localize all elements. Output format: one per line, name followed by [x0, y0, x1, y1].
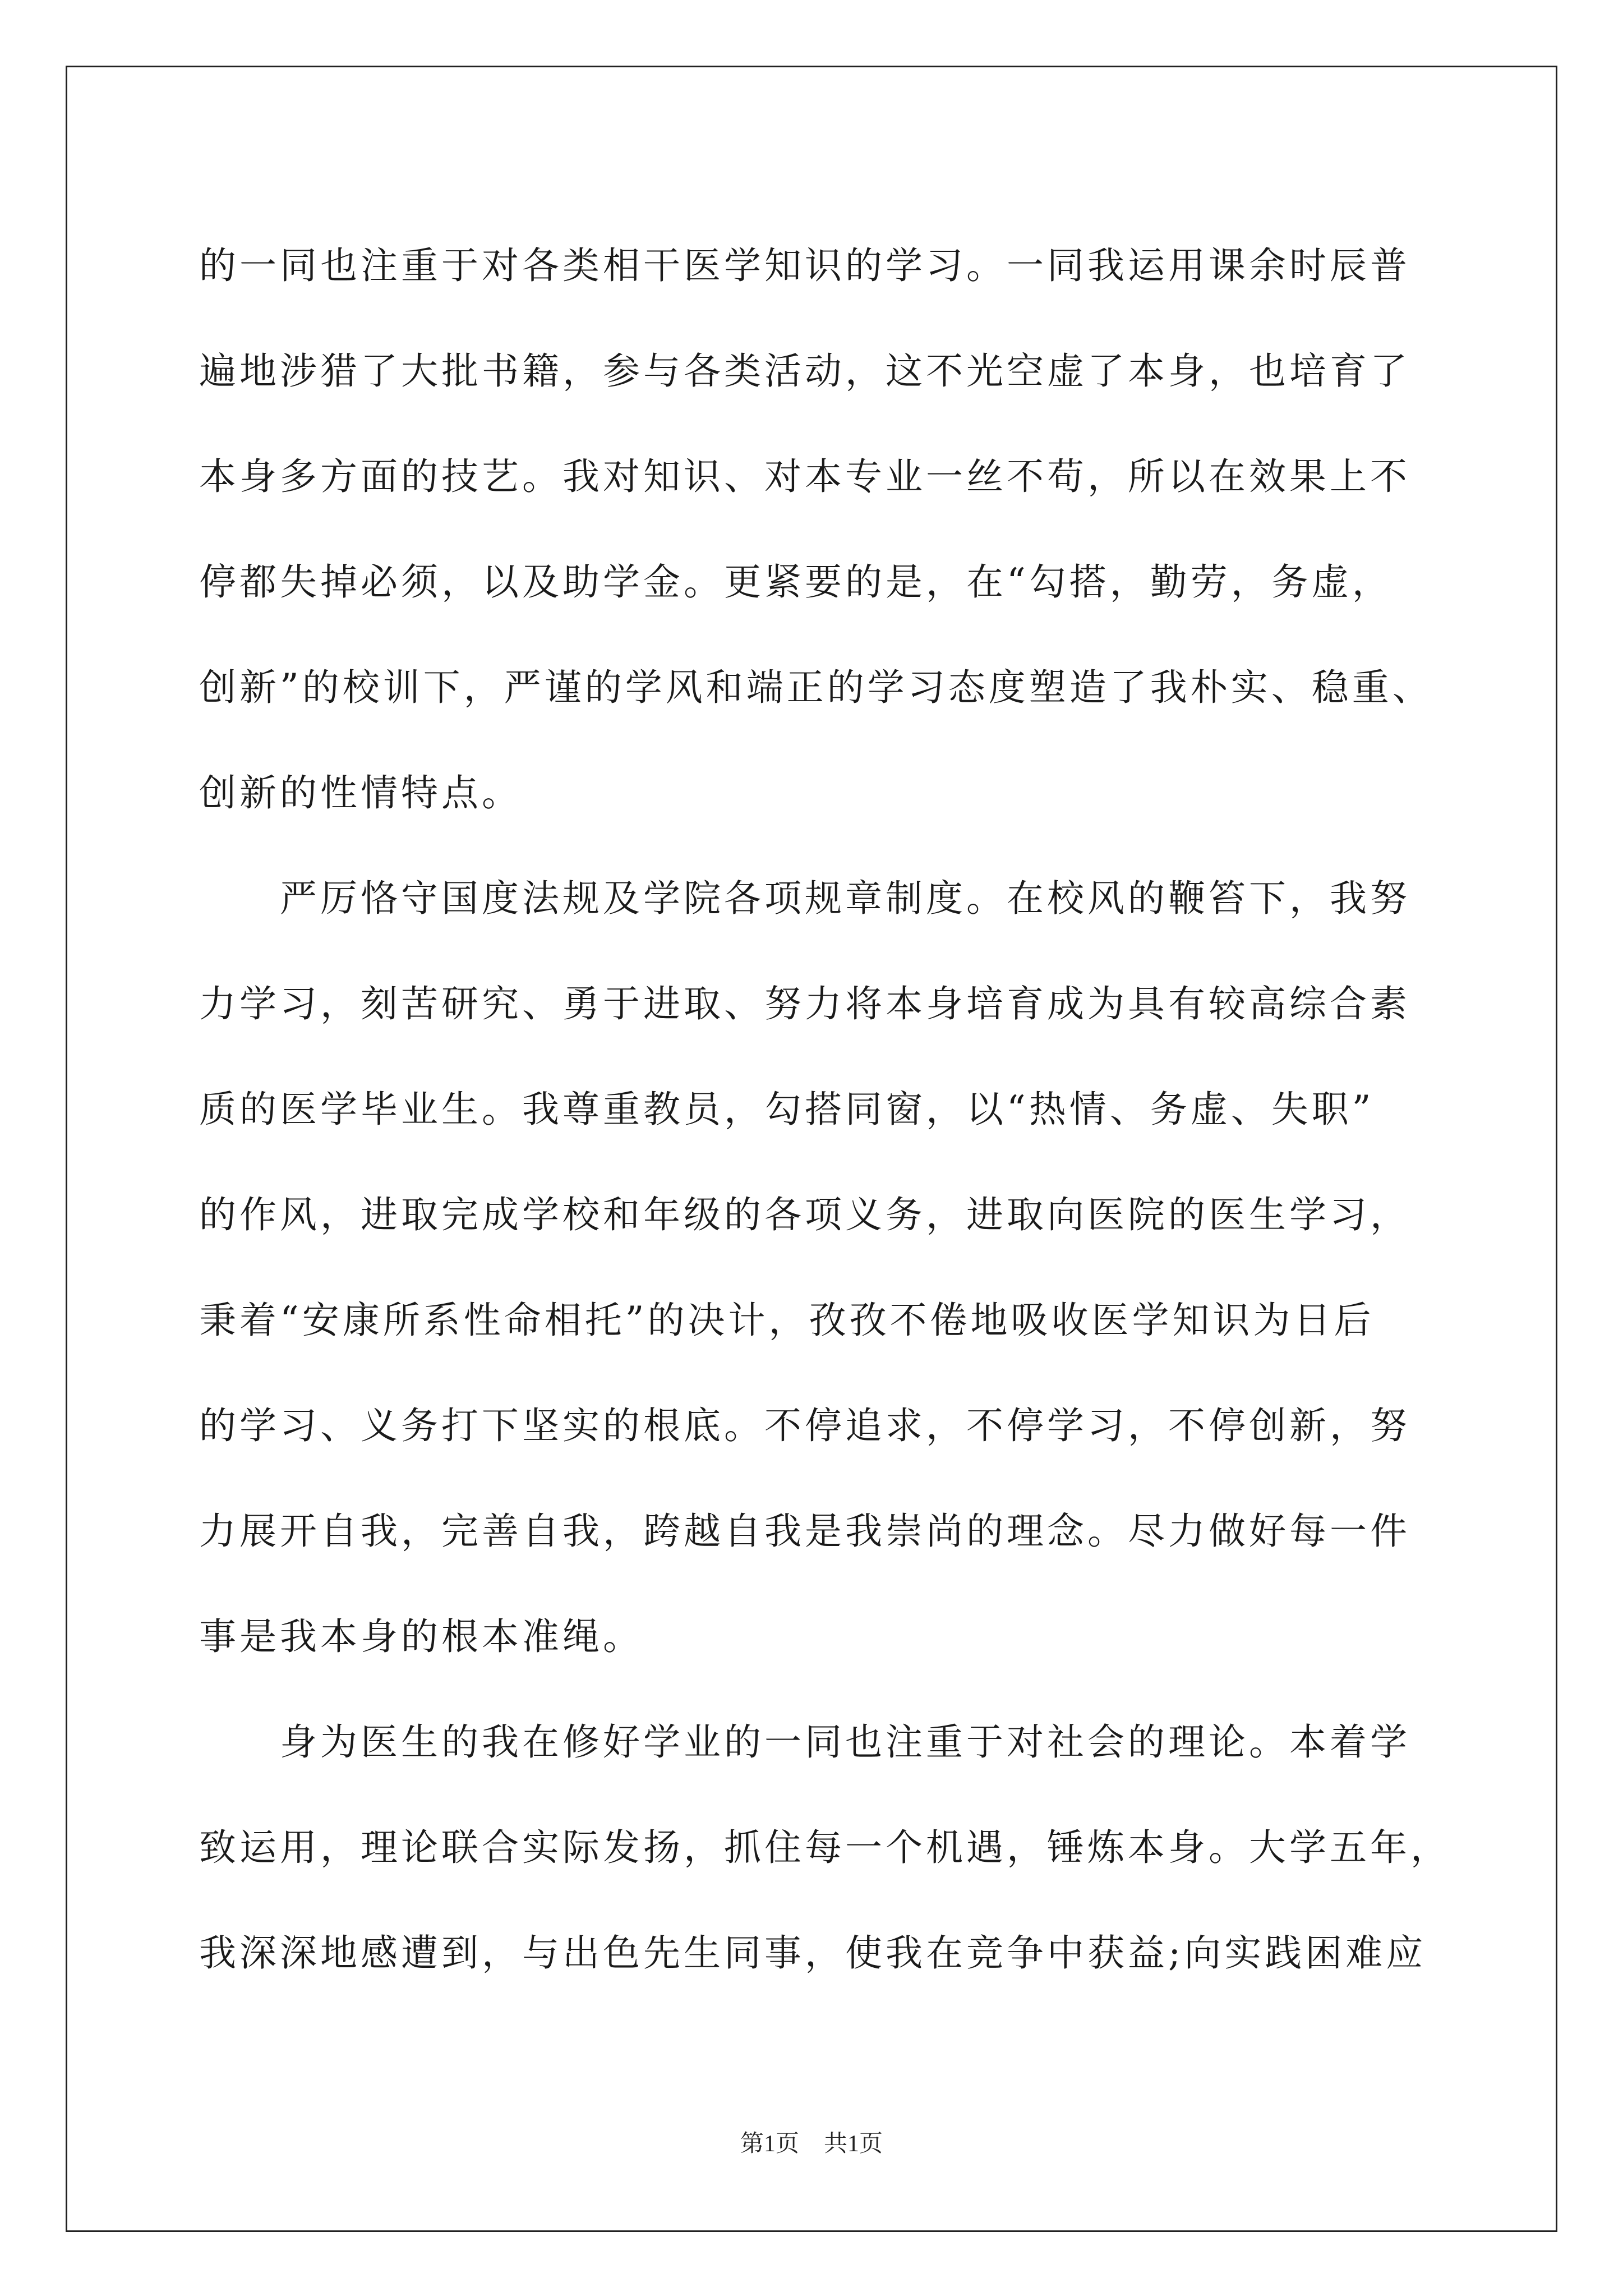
text-line: 的学习、义务打下坚实的根底。不停追求，不停学习，不停创新，努	[199, 1404, 1410, 1447]
text-line: 力展开自我，完善自我，跨越自我是我崇尚的理念。尽力做好每一件	[199, 1510, 1410, 1553]
paragraph-1	[199, 213, 1455, 846]
text-line: 我深深地感遭到，与出色先生同事，使我在竞争中获益;向实践困难应	[199, 1931, 1427, 1975]
text-line: 力学习，刻苦研究、勇于进取、努力将本身培育成为具有较高综合素	[199, 982, 1410, 1025]
text-line: 事是我本身的根本准绳。	[199, 1615, 643, 1658]
paragraph-3	[199, 1690, 1455, 2006]
text-line: 严厉恪守国度法规及学院各项规章制度。在校风的鞭笞下，我努	[199, 877, 1410, 920]
page-number-total: 共1页	[824, 2131, 883, 2157]
text-line: 身为医生的我在修好学业的一同也注重于对社会的理论。本着学	[199, 1720, 1410, 1764]
text-line: 停都失掉必须，以及助学金。更紧要的是，在“勾搭，勤劳，务虚，	[199, 560, 1393, 604]
paragraph-2	[199, 846, 1455, 1690]
text-line: 创新的性情特点。	[199, 771, 522, 815]
page-number-current: 第1页	[740, 2131, 799, 2157]
text-line: 的一同也注重于对各类相干医学知识的学习。一同我运用课余时辰普	[199, 244, 1410, 287]
text-line: 秉着“安康所系性命相托”的决计，孜孜不倦地吸收医学知识为日后	[199, 1299, 1375, 1342]
text-line: 的作风，进取完成学校和年级的各项义务，进取向医院的医生学习，	[199, 1193, 1410, 1236]
text-line: 遍地涉猎了大批书籍，参与各类活动，这不光空虚了本身，也培育了	[199, 349, 1410, 393]
text-line: 致运用，理论联合实际发扬，抓住每一个机遇，锤炼本身。大学五年，	[199, 1826, 1451, 1869]
page-footer	[0, 2125, 1623, 2159]
text-line: 本身多方面的技艺。我对知识、对本专业一丝不苟，所以在效果上不	[199, 455, 1410, 498]
text-line: 质的医学毕业生。我尊重教员，勾搭同窗，以“热情、务虚、失职”	[199, 1088, 1375, 1131]
document-body	[199, 213, 1455, 2006]
text-line: 创新”的校训下，严谨的学风和端正的学习态度塑造了我朴实、稳重、	[199, 666, 1433, 709]
